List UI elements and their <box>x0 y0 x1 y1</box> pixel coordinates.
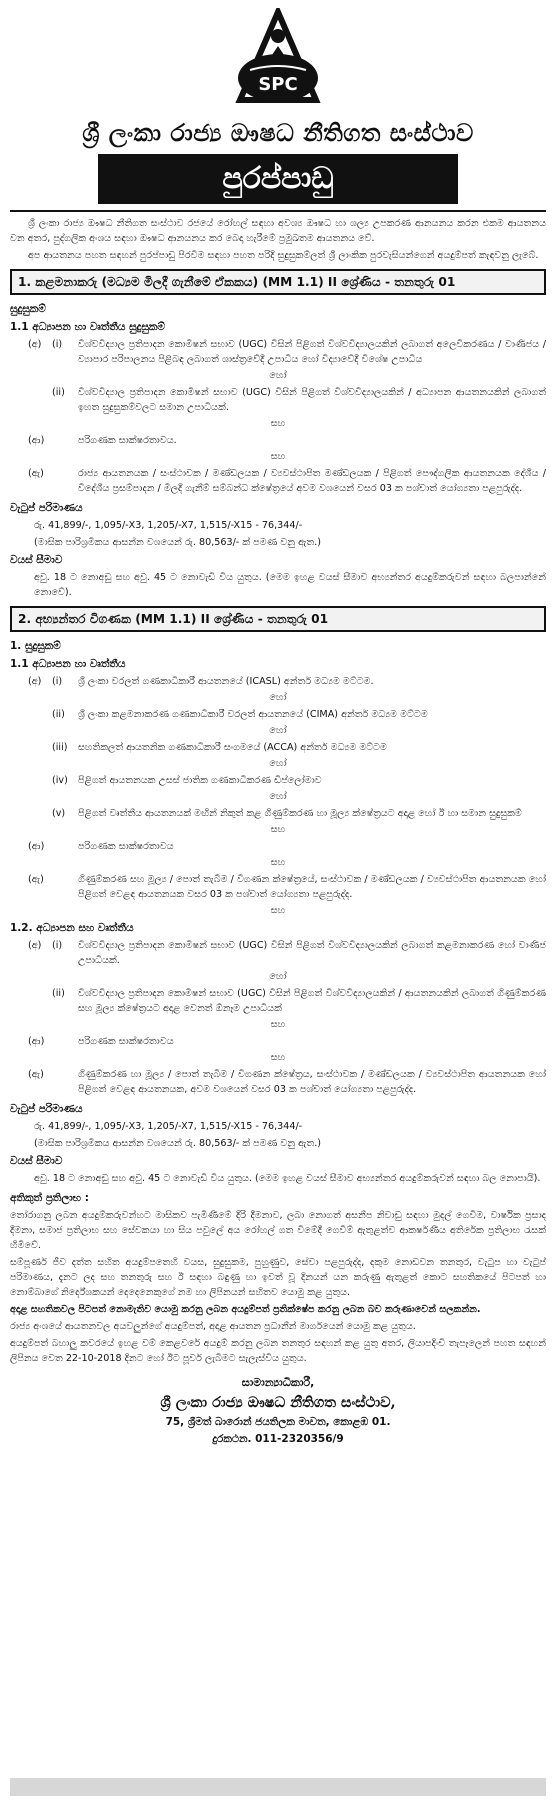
conjunction: හෝ <box>269 725 287 736</box>
section-1-age: අවු. 18 ට නොඅඩු සහ අවු. 45 ට නොවැඩි විය යුතුය. (මෙම ඉහළ වයස් සීමාව අභ්‍යන්තර අයදුම්කරුවන් සඳහා බලපාන්නේ නොවේ). <box>34 572 546 598</box>
conjunction: සහ <box>270 857 286 868</box>
organization-phone: දුරකථන. 011-2320356/9 <box>212 1433 344 1445</box>
list-item: (iii) සහතිකලත් ආයතනික ගණකාධිකාරී සංගමයේ (ACCA) අන්තර් මධ්‍යම මට්ටම <box>52 742 387 753</box>
section-2-age-heading: වයස් සීමාව <box>10 1155 63 1167</box>
vacancies-banner: පුරප්පාඩු <box>98 154 458 204</box>
section-1-salary-heading: වැටුප් පරිමාණය <box>10 502 83 514</box>
section-2-age: අවු. 18 ට නොඅඩු සහ අවු. 45 ට නොවැඩි විය යුතුය. (මෙම ඉහළ වයස් සීමාව අභ්‍යන්තර අයදුම්කරුවන් සඳහා බල නොපායි). <box>34 1173 541 1184</box>
section-2-qualification-list-2 <box>10 938 546 1097</box>
footer-bar <box>10 1778 546 1796</box>
section-1-qualification-list <box>10 337 546 496</box>
section-1-education-heading: 1.1 අධ්‍යාපන හා වෘත්තීය සුදුසුකම් <box>10 321 165 333</box>
section-1-title: 1. කළමනාකරු (මධ්‍යම මිලදී ගැනීමේ ඒකකය) (MM 1.1) II ශ්‍රේණිය - තනතුරු 01 <box>10 269 546 295</box>
section-2-salary-heading: වැටුප් පරිමාණය <box>10 1103 83 1115</box>
list-item: (iv) පිළිගත් ආයතනයක උසස් ජාතික ගණකාධිකරණ ඩිප්ලෝමාව <box>52 775 322 786</box>
section-2-education-2-heading: 1.2. අධ්‍යාපන සහ වෘත්තීය <box>10 922 134 934</box>
section-2-education-heading: 1.1 අධ්‍යාපන හා වෘත්තීය <box>10 658 126 670</box>
signatory-organization: ශ්‍රී ලංකා රාජ්‍ය ඖෂධ නීතිගත සංස්ථාව, <box>160 1394 396 1411</box>
conjunction: සහ <box>270 905 286 916</box>
section-1-salary-note: (මාසික පාරිශ්‍රමිකය ආසන්න වශයෙන් රු. 80,563/- ක් පමණ වනු ඇත.) <box>34 537 322 548</box>
note-paragraph-3: රාජ්‍ය අංශයේ ආයතනවල අයවලුන්ගේ අයදුම්පත්, අදාළ ආයතන ප්‍රධානීන් මාර්ගයෙන් යොමු කළ යුතුය. <box>10 1321 416 1332</box>
benefits-heading: අතිකුත් ප්‍රතිලාභ : <box>10 1192 89 1204</box>
list-item: (අ) (i) විශ්වවිද්‍යාල ප්‍රතිපාදන කොමිෂන් සභාව (UGC) විසින් පිළිගත් විශ්වවිද්‍යාලයකින් ලබාගත් කළමනාකරණ හෝ වාණිජ උපාධියක්. <box>28 940 546 966</box>
conjunction: හෝ <box>269 758 287 769</box>
section-2-qualification-list <box>10 674 546 918</box>
list-item: (අ) (i) ශ්‍රී ලංකා වරලත් ගණකාධිකාරී ආයතනයේ (ICASL) අන්තර් මධ්‍යම මට්ටම. <box>28 676 374 687</box>
list-item: (ආ) පරිගණක සාක්ෂරතාවය <box>28 841 174 852</box>
list-item: (ii) විශ්වවිද්‍යාල ප්‍රතිපාදන කොමිෂන් සභාව (UGC) විසින් පිළිගත් විශ්වවිද්‍යාලයකින් / ආයතනයකින් ලබාගත් ගිණුම්කරණ සහ මූල්‍ය ක්ෂේත්‍රයට අදාළ වෙනත් ඕනෑම උපාධියක් <box>52 988 546 1014</box>
intro-paragraph-1: ශ්‍රී ලංකා රාජ්‍ය ඖෂධ නීතිගත සංස්ථාව රජයේ රෝහල් සඳහා අවශ්‍ය ඖෂධ හා ශල්‍ය උපකරණ ආනයනය කරන එකම ආයතනය වන අතර, පුද්ගලික අංශය සඳහා ඖෂධ ආනයනය කර බෙදා හැරීමේ ප්‍රමුඛතම ආයතනය වේ. <box>10 218 546 244</box>
list-item: (ඇ) රාජ්‍ය ආයතනයක / සංස්ථාවක / මණ්ඩලයක / ව්‍යවස්ථාපිත මණ්ඩලයක / පිළිගත් පෞද්ගලික ආයතනයක දේශීය / විදේශීය ප්‍රසම්පාදන / මිලදී ගැනීම් සම්බන්ධ ක්ෂේත්‍රයේ අවම වශයෙන් වසර 03 ක පශ්චාත් යෝග්‍යතා පළපුරුද්ද. <box>28 468 546 494</box>
top-divider <box>10 210 546 212</box>
conjunction: හෝ <box>269 692 287 703</box>
list-item: (ආ) පරිගණක සාක්ෂරතාවය. <box>28 435 177 446</box>
list-item: (ඇ) ගිණුම්කරණ සහ මූල්‍ය / පොත් තැබීම / විගණන ක්ෂේත්‍රයේ, සංස්ථාවක / මණ්ඩලයක / ව්‍යවස්ථාපිත ආයතනයක හෝ පිළිගත් වෙළඳ ආයතනයක වසර 03 ක පශ්චාත් යෝග්‍යතා පළපුරුද්ද. <box>28 874 546 900</box>
list-item: (ආ) පරිගණක සාක්ෂරතාවය <box>28 1036 174 1047</box>
section-2-salary: රු. 41,899/-, 1,095/-X3, 1,205/-X7, 1,515/-X15 - 76,344/- <box>34 1121 303 1132</box>
organization-title: ශ්‍රී ලංකා රාජ්‍ය ඖෂධ නීතිගත සංස්ථාව <box>82 118 474 147</box>
signatory-title: සාමාන්‍යාධිකාරී, <box>241 1376 315 1389</box>
conjunction: සහ <box>270 824 286 835</box>
conjunction: සහ <box>270 451 286 462</box>
intro-paragraph-2: අප ආයතනය පහත සඳහන් පුරප්පාඩු පිරවීම සඳහා පහත පරිදි සුදුසුකම්ලත් ශ්‍රී ලාංකික පුරවැසියන්ගෙන් අයදුම්පත් කැඳවනු ලැබේ. <box>28 250 539 261</box>
note-paragraph-2: අදාළ සහතිකවල පිටපත් නොමැතිව යොමු කරනු ලබන අයදුම්පත් ප්‍රතික්ෂේප කරනු ලබන බව කරුණාවෙන් සලකන්න. <box>10 1304 481 1315</box>
conjunction: හෝ <box>269 791 287 802</box>
section-1-qualifications-heading: සුදුසුකම් <box>10 303 46 315</box>
note-paragraph-1: සම්පූර්ණ ජීව දත්ත සහිත අයදුම්පතෙහි වයස, සුදුසුකම, පුහුණුව, සේවා පළපුරුද්ද, දකුම නොඩවන තනතුර, වැටුප හා වැටුප් පරිමාණය, දැනට ලද සහ තනතුරු සහ ඊ සඳහා බඳුණු හා ඉවත් වූ දිනයන් යන කරුණු ඇතුළත් කොට සහතිකයේ පිටපත් හා නොම්බාගේ නිර්දේශකයන් දෙදෙනෙකුගේ නම හා ලිපිනයන් සහිතව යොමු කළ යුතුය. <box>10 1257 546 1298</box>
conjunction: හෝ <box>269 971 287 982</box>
benefits-text: තෝරාගනු ලබන අයදුම්කරුවන්හට මාසිකව පැමිණීමේ දිරි දීමනාව, ලබා නොගත් අසනීප නිවාඩු සඳහා මුදල් ගෙවීම, වාර්ෂික ප්‍රසාද දීමනා, සමාජ ප්‍රතිලාභ සහ සේවකයා හා සිය පවුලේ අය රෝහල් ගත වීමේදී ගෙවීම් ඇතුළත්ව ආකර්ෂණීය අතිරේක ප්‍රතිලාභ රැසක් හිමිවේ. <box>10 1210 546 1251</box>
conjunction: හෝ <box>269 370 287 381</box>
section-2-qualifications-heading: 1. සුදුසුකම් <box>10 640 61 652</box>
section-2-salary-note: (මාසික පාරිශ්‍රමිකය ආසන්න වශයෙන් රු. 80,563/- ක් පමණ වනු ඇත.) <box>34 1138 322 1149</box>
list-item: (අ) (i) විශ්වවිද්‍යාල ප්‍රතිපාදන කොමිෂන් සභාව (UGC) විසින් පිළිගත් විශ්වවිද්‍යාලයකින් ලබාගත් අලෙවිකරණය / වාණිජය / ව්‍යාපාර පරිපාලනය පිළිබඳ ලබාගත් ශාස්ත්‍රවේදී උපාධිය හෝ විද්‍යාවේදී විශේෂ උපාධිය <box>28 339 546 365</box>
list-item: (ii) විශ්වවිද්‍යාල ප්‍රතිපාදන කොමිෂන් සභාව (UGC) විසින් පිළිගත් විශ්වවිද්‍යාලයකින් / අධ්‍යාපන ආයතනයකින් ලබාගත් ඉහත සුදුසුකම්වලට සමාන උපාධියක්. <box>52 387 546 413</box>
spc-logo-icon <box>230 8 326 112</box>
list-item: (ii) ශ්‍රී ලංකා කළමනාකරණ ගණකාධිකාරී වරලත් ආයතනයේ (CIMA) අන්තර් මධ්‍යම මට්ටම <box>52 709 428 720</box>
list-item: (v) පිළිගත් වෘත්තීය ආයතනයක් මඟින් නිකුත් කළ ගිණුම්කරණ හා මූල්‍ය ක්ෂේත්‍රයට අදාළ හෝ ඊ හා සමාන සුදුසුකම් <box>52 808 522 819</box>
advertisement-page <box>10 0 546 1448</box>
logo-text: SPC <box>258 74 298 95</box>
conjunction: සහ <box>270 418 286 429</box>
note-paragraph-4: අයදුම්පත් බහාලු කවරයේ ඉහළ වම් කෙළවරේ අයදුම් කරනු ලබන තනතුර සඳහන් කළ යුතු අතර, ලියාපදිංචි තැපෑලෙන් පහත සඳහන් ලිපිනය වෙත 22-10-2018 දිනට හෝ ඊට පූර්ව ලැබීමට සැලැස්විය යුතුය. <box>10 1338 546 1364</box>
section-2-title: 2. අභ්‍යන්තර විගණක (MM 1.1) II ශ්‍රේණිය - තනතුරු 01 <box>10 606 546 632</box>
signature-block <box>10 1374 546 1448</box>
organization-address: 75, ශ්‍රීමත් බාරොන් ජයතිලක මාවත, කොළඹ 01. <box>165 1416 391 1428</box>
section-1-salary: රු. 41,899/-, 1,095/-X3, 1,205/-X7, 1,515/-X15 - 76,344/- <box>34 520 303 531</box>
list-item: (ඇ) ගිණුම්කරණ හා මූල්‍ය / පොත් තැබීම / විගණන ක්ෂේත්‍රය, සංස්ථාවක / මණ්ඩලයක / ව්‍යවස්ථාපිත ආයතනයක හෝ පිළිගත් වෙළඳ ආයතනයක, අවම වශයෙන් වසර 03 ක පශ්චාත් යෝග්‍යතා පළපුරුද්ද. <box>28 1069 546 1095</box>
spc-logo <box>10 8 546 116</box>
section-1-age-heading: වයස් සීමාව <box>10 554 63 566</box>
conjunction: සහ <box>270 1052 286 1063</box>
conjunction: සහ <box>270 1019 286 1030</box>
